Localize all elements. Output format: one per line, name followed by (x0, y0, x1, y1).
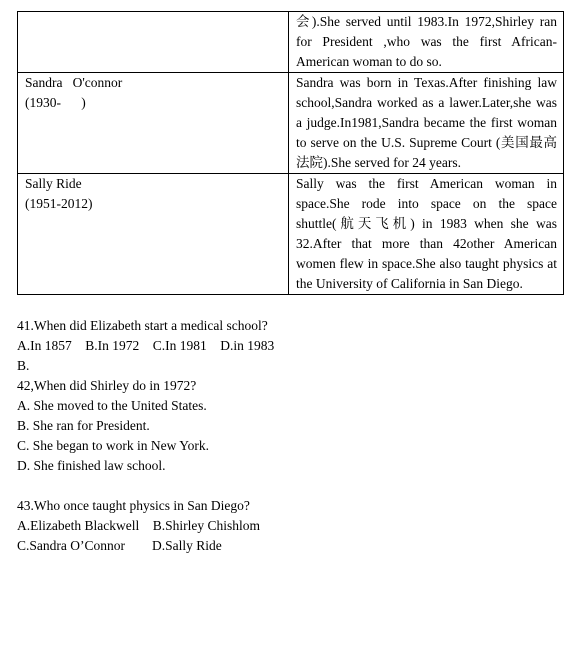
person-name: Sally Ride (25, 176, 82, 191)
question-41-stem: 41.When did Elizabeth start a medical school? (17, 318, 268, 333)
question-42-option-d: D. She finished law school. (17, 458, 166, 473)
table-row (18, 174, 564, 295)
info-table (17, 11, 564, 295)
blank-line (17, 476, 557, 496)
table-row (18, 12, 564, 73)
name-cell (18, 12, 289, 73)
question-42-option-a: A. She moved to the United States. (17, 398, 207, 413)
table-row (18, 73, 564, 174)
name-cell (18, 174, 289, 295)
description-cell: Sandra was born in Texas.After finishing law school,Sandra worked as a lawer.Later,she was a judge.In1981,Sandra became the first woman to serve on the U.S. Supreme Court (美国最高法院).She served for 24 years. (289, 73, 564, 174)
description-cell: Sally was the first American woman in space.She rode into space on the space shuttle(航天飞机) in 1983 when she was 32.After that more than 42other American women flew in space.She also taught physics at the University of California in San Diego. (289, 174, 564, 295)
name-cell (18, 73, 289, 174)
question-42-option-b: B. She ran for President. (17, 418, 150, 433)
question-42-stem: 42,When did Shirley do in 1972? (17, 378, 197, 393)
person-years: (1951-2012) (25, 196, 93, 211)
person-name: Sandra O'connor (25, 75, 123, 90)
question-41-options: A.In 1857 B.In 1972 C.In 1981 D.in 1983 (17, 338, 275, 353)
description-cell: 会).She served until 1983.In 1972,Shirley ran for President ,who was the first African-American woman to do so. (289, 12, 564, 73)
question-43-options-cd: C.Sandra O’Connor D.Sally Ride (17, 538, 222, 553)
question-41-answer: B. (17, 358, 30, 373)
question-43-options-ab: A.Elizabeth Blackwell B.Shirley Chishlom (17, 518, 260, 533)
person-years: (1930- ) (25, 95, 86, 110)
questions-section (17, 316, 557, 556)
question-42-option-c: C. She began to work in New York. (17, 438, 209, 453)
question-43-stem: 43.Who once taught physics in San Diego? (17, 498, 250, 513)
